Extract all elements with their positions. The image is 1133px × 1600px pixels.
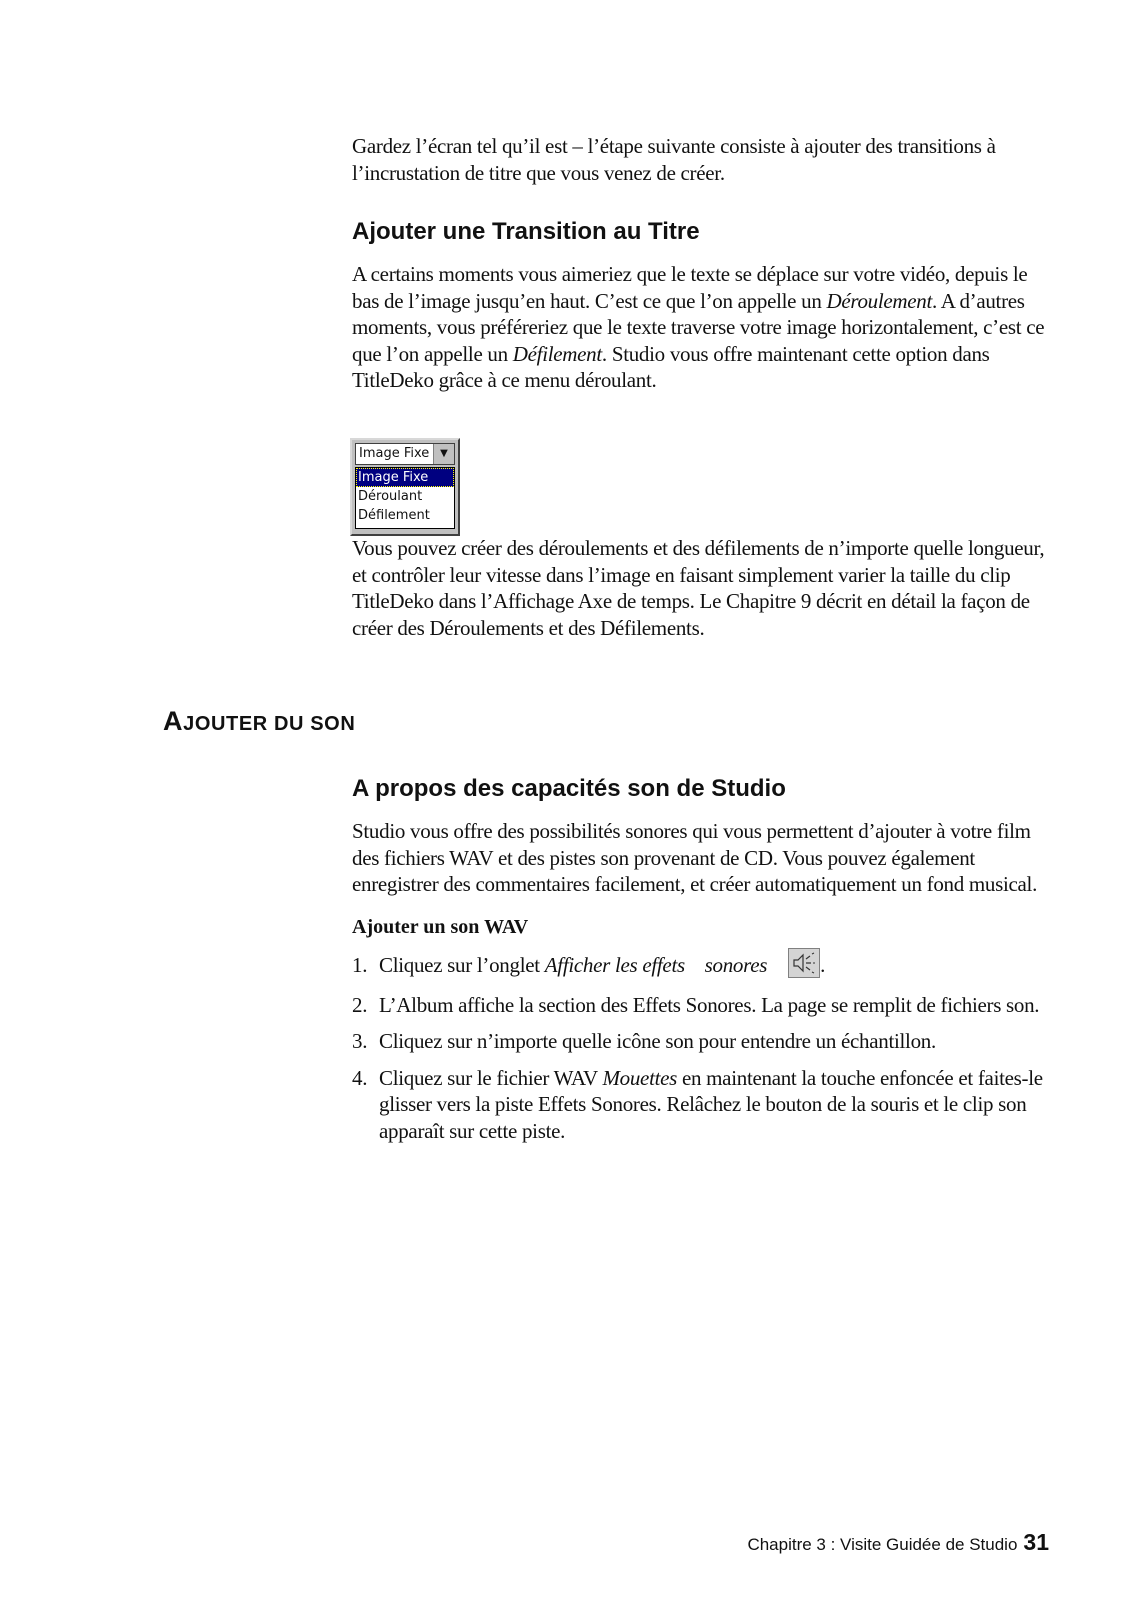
heading-initial: A [163,706,184,736]
step-number: 3. [352,1029,368,1054]
step-text: en maintenant la touche enfoncée et faites-le glisser vers la piste Effets Sonores. Relâchez le bouton de la souris et le clip son apparaît sur cette piste. [379,1065,1043,1143]
dropdown-list [355,467,455,529]
footer-chapter: Chapitre 3 : Visite Guidée de Studio [747,1535,1018,1554]
step-emphasis: Mouettes [602,1065,678,1090]
wav-heading: Ajouter un son WAV [352,915,529,938]
transition-paragraph-2: Vous pouvez créer des déroulements et des défilements de n’importe quelle longueur, et contrôler leur vitesse dans l’image en faisant simplement varier la taille du clip TitleDeko dans l’Affichage Axe de temps. Le Chapitre 9 décrit en détail la façon de créer des Déroulements et des Défilements. [352,536,1045,640]
dropdown-option[interactable]: Défilement [358,508,430,523]
transition-heading: Ajouter une Transition au Titre [352,218,700,245]
term-deroulement: Déroulement [826,288,933,313]
step-text: Cliquez sur n’importe quelle icône son pour entendre un échantillon. [379,1029,936,1054]
list-item [352,992,1057,1019]
step-number: 1. [352,952,368,977]
transition-section [352,217,1057,394]
dropdown-selected-value: Image Fixe [359,446,430,461]
step-text: Cliquez sur le fichier WAV [379,1065,603,1090]
step-text: Cliquez sur l’onglet [379,952,545,977]
sound-subheading: A propos des capacités son de Studio [352,775,786,802]
dropdown-option[interactable]: Image Fixe [356,468,454,487]
transition-text-c: . Studio vous offre maintenant cette option dans TitleDeko grâce à ce menu déroulant. [352,341,990,392]
intro-block [352,133,1057,186]
transition-paragraph [352,261,1057,394]
page-number: 31 [1023,1529,1049,1555]
list-item [352,952,1057,982]
step-end: . [820,952,826,977]
motion-dropdown-screenshot [350,438,460,536]
heading-rest: JOUTER DU SON [183,713,356,735]
list-item [352,1028,1057,1055]
transition-paragraph-2-block [352,535,1057,641]
speaker-icon[interactable] [788,948,820,978]
steps-list [352,952,1057,1145]
transition-text-b: . A d’autres moments, vous préféreriez que le texte traverse votre image horizontalement, c’est ce que l’on appelle un [352,288,1045,366]
sound-section [352,774,1057,1154]
term-defilement: Défilement [512,341,602,366]
page-footer [706,1529,1049,1556]
intro-paragraph: Gardez l’écran tel qu’il est – l’étape suivante consiste à ajouter des transitions à l’incrustation de titre que vous venez de créer. [352,134,996,185]
step-number: 2. [352,992,368,1017]
step-number: 4. [352,1065,368,1090]
sound-paragraph: Studio vous offre des possibilités sonores qui vous permettent d’ajouter à votre film des fichiers WAV et des pistes son provenant de CD. Vous pouvez également enregistrer des commentaires facilement, et créer automatiquement un fond musical. [352,819,1038,896]
step-emphasis: Afficher les effets sonores [544,952,768,977]
list-item [352,1065,1057,1145]
dropdown-option[interactable]: Déroulant [358,489,423,504]
step-text: L’Album affiche la section des Effets Sonores. La page se remplit de fichiers son. [379,992,1040,1017]
chevron-down-icon[interactable]: ▼ [433,444,454,464]
section-heading-sound [163,706,355,739]
dropdown-select[interactable] [355,443,455,465]
transition-text-a: A certains moments vous aimeriez que le texte se déplace sur votre vidéo, depuis le bas de l’image jusqu’en haut. C’est ce que l’on appelle un [352,262,1028,313]
